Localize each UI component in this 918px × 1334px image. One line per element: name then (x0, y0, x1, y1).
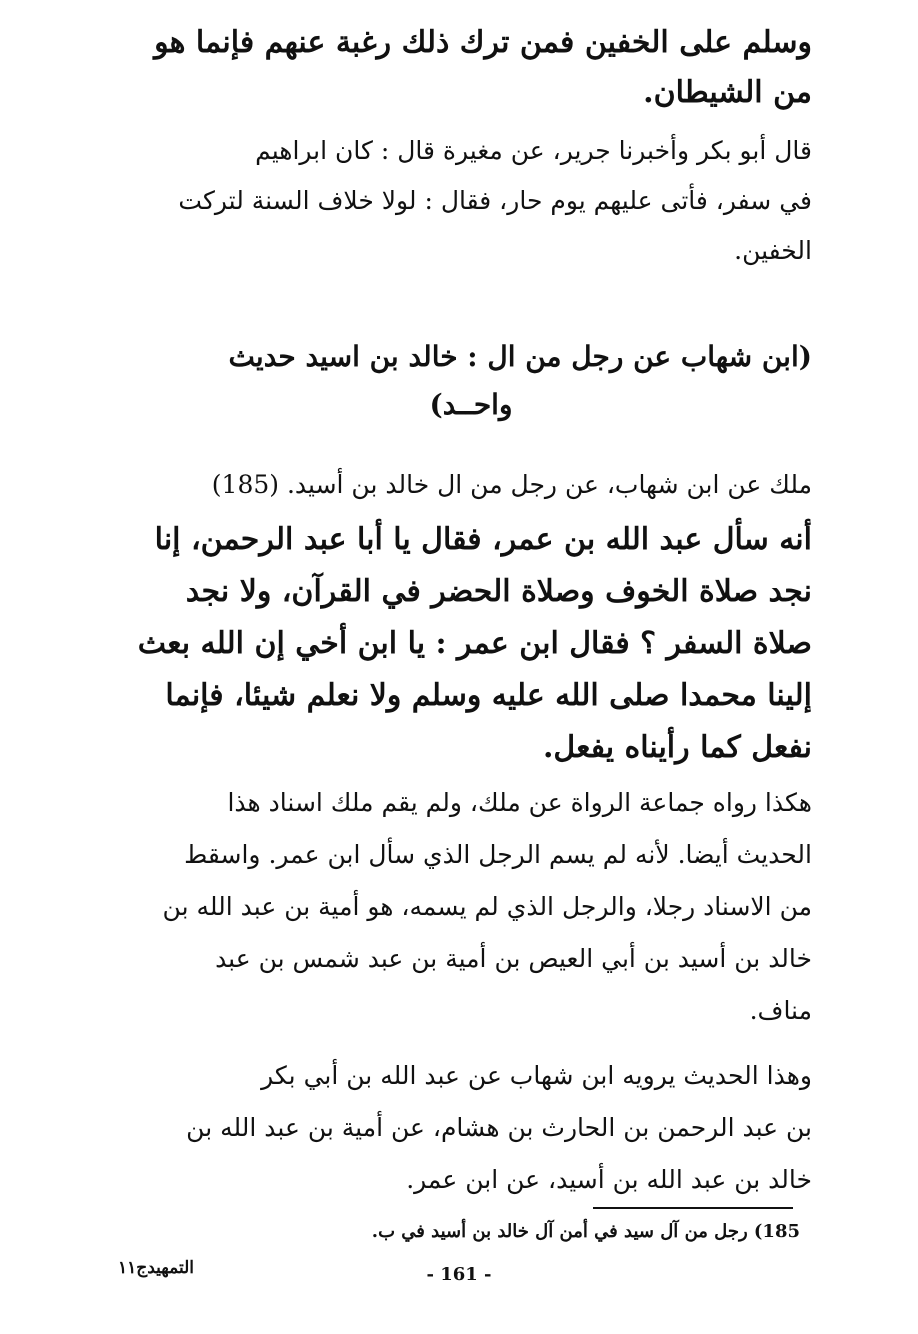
text-line: نفعل كما رأيناه يفعل. (542, 730, 812, 765)
text-line: خالد بن عبد الله بن أسيد، عن ابن عمر. (406, 1165, 812, 1194)
section-heading (130, 333, 812, 429)
text-line: خالد بن أسيد بن أبي العيص بن أمية بن عبد شمس بن عبد (215, 944, 812, 973)
heading-line: (ابن شهاب عن رجل من ال : خالد بن اسيد حديث (228, 340, 812, 373)
text-line: وهذا الحديث يرويه ابن شهاب عن عبد الله بن أبي بكر (261, 1061, 812, 1090)
footnote: 185) رجل من آل سيد في أمن آل خالد بن أسيد في ب. (371, 1221, 800, 1242)
text-line: صلاة السفر ؟ فقال ابن عمر : يا ابن أخي إن الله بعث (137, 626, 812, 661)
text-line: الخفين. (734, 236, 812, 265)
text-line: مناف. (749, 996, 812, 1025)
text-line: بن عبد الرحمن بن الحارث بن هشام، عن أمية بن عبد الله بن (186, 1113, 812, 1142)
text-line: من الاسناد رجلا، والرجل الذي لم يسمه، هو أمية بن عبد الله بن (162, 892, 812, 921)
paragraph-1 (130, 18, 812, 118)
text-line: قال أبو بكر وأخبرنا جرير، عن مغيرة قال : كان ابراهيم (255, 136, 812, 165)
heading-line: واحــد) (429, 388, 513, 421)
signature-mark: التمهيدج١١ (118, 1258, 194, 1278)
text-line: أنه سأل عبد الله بن عمر، فقال يا أبا عبد الرحمن، إنا (154, 522, 812, 557)
paragraph-2 (130, 126, 812, 276)
text-line: ملك عن ابن شهاب، عن رجل من ال خالد بن أسيد. (185) (211, 470, 812, 499)
text-line: وسلم على الخفين فمن ترك ذلك رغبة عنهم فإنما هو (154, 25, 812, 60)
text-line: هكذا رواه جماعة الرواة عن ملك، ولم يقم ملك اسناد هذا (227, 788, 812, 817)
text-line: إلينا محمدا صلى الله عليه وسلم ولا نعلم شيئا، فإنما (165, 678, 812, 713)
page-number: - 161 - (426, 1264, 492, 1285)
text-line: من الشيطان. (643, 75, 812, 110)
paragraph-3-intro (130, 460, 812, 510)
paragraph-5 (130, 1050, 812, 1206)
paragraph-3-hadith (130, 514, 812, 774)
text-line: الحديث أيضا. لأنه لم يسم الرجل الذي سأل ابن عمر. واسقط (184, 840, 812, 869)
text-line: في سفر، فأتى عليهم يوم حار، فقال : لولا خلاف السنة لتركت (178, 186, 812, 215)
footnote-divider (593, 1207, 793, 1209)
paragraph-4 (130, 777, 812, 1037)
text-line: نجد صلاة الخوف وصلاة الحضر في القرآن، ولا نجد (185, 574, 812, 609)
